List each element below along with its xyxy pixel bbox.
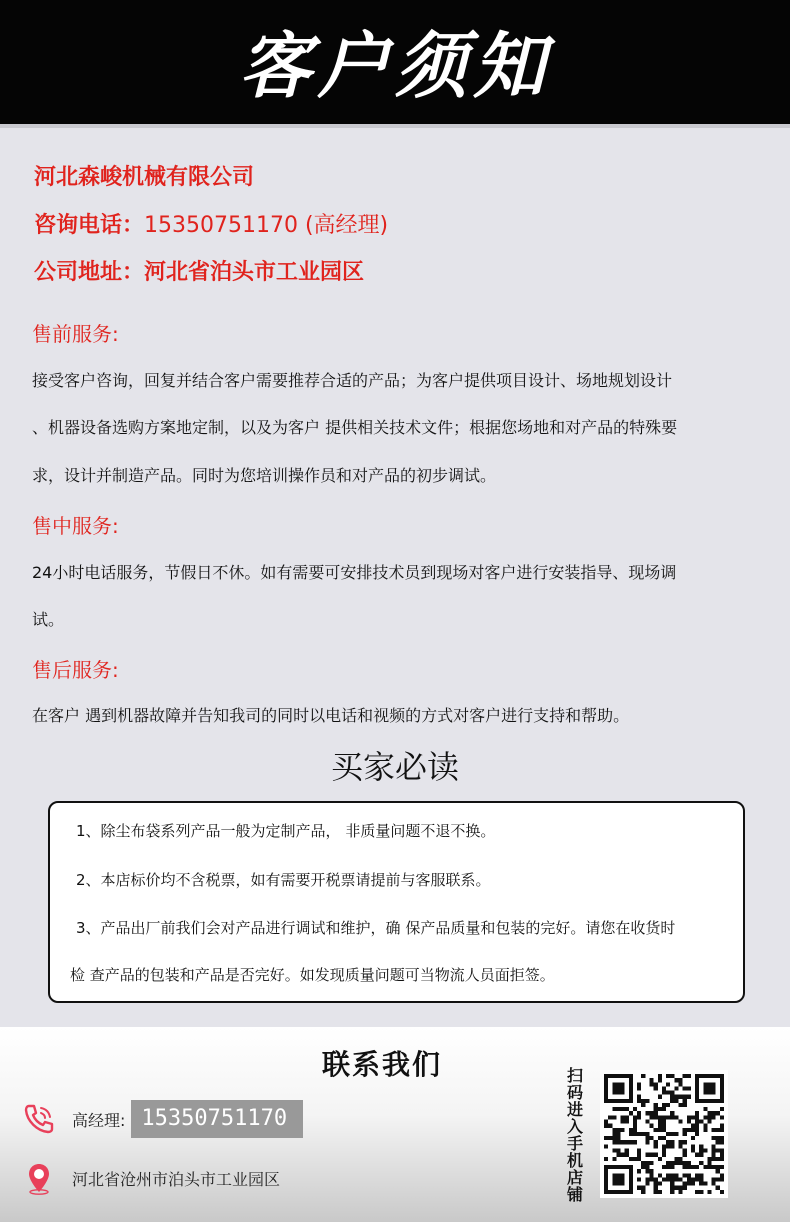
scan-char: 铺 — [566, 1185, 583, 1204]
notice-item: 2、本店标价均不含税票，如有需要开税票请提前与客服联系。 — [76, 871, 491, 889]
contact-phone-label: 高经理: — [72, 1110, 126, 1130]
company-name: 河北森峻机械有限公司 — [34, 165, 255, 190]
consult-phone-label: 咨询电话： — [34, 213, 145, 238]
contact-footer — [0, 1027, 790, 1222]
scan-char: 扫 — [566, 1066, 583, 1085]
phone-icon — [22, 1102, 56, 1136]
contact-phone-row — [22, 1100, 303, 1138]
scan-to-shop-text — [565, 1067, 585, 1203]
aftersale-heading: 售后服务: — [32, 658, 119, 682]
presale-line: 求，设计并制造产品。同时为您培训操作员和对产品的初步调试。 — [32, 466, 497, 485]
consult-phone-line — [34, 211, 388, 241]
header-banner — [0, 0, 790, 128]
scan-char: 机 — [566, 1151, 583, 1170]
buyer-notice-box — [48, 801, 745, 1003]
presale-line: 接受客户咨询，回复并结合客户需要推荐合适的产品；为客户提供项目设计、场地规划设计 — [32, 371, 673, 390]
scan-char: 进 — [566, 1100, 583, 1119]
aftersale-line: 在客户 遇到机器故障并告知我司的同时以电话和视频的方式对客户进行支持和帮助。 — [32, 706, 630, 725]
company-address-value: 河北省泊头市工业园区 — [144, 260, 365, 285]
notice-item: 3、产品出厂前我们会对产品进行调试和维护，确 保产品质量和包装的完好。请您在收货时 — [76, 919, 676, 937]
scan-char: 手 — [566, 1134, 583, 1153]
company-address-label: 公司地址： — [34, 260, 145, 285]
company-address-line — [34, 258, 364, 288]
scan-char: 店 — [566, 1168, 583, 1187]
contact-title: 联系我们 — [321, 1048, 442, 1081]
notice-item: 1、除尘布袋系列产品一般为定制产品， 非质量问题不退不换。 — [76, 822, 496, 840]
buyer-notice-title: 买家必读 — [330, 748, 459, 786]
contact-address: 河北省沧州市泊头市工业园区 — [72, 1169, 281, 1189]
page-title: 客户须知 — [238, 24, 551, 108]
notice-item: 检 查产品的包装和产品是否完好。如发现质量问题可当物流人员面拒签。 — [70, 966, 555, 984]
contact-address-row — [22, 1161, 280, 1195]
insale-line: 试。 — [32, 610, 65, 629]
contact-phone-value[interactable]: 15350751170 — [131, 1100, 303, 1138]
scan-char: 入 — [566, 1117, 583, 1136]
scan-char: 码 — [566, 1083, 583, 1102]
consult-phone-value: 15350751170 (高经理) — [144, 213, 389, 238]
location-pin-icon — [22, 1161, 56, 1195]
presale-line: 、机器设备选购方案地定制，以及为客户 提供相关技术文件；根据您场地和对产品的特殊要 — [32, 418, 678, 437]
insale-line: 24小时电话服务，节假日不休。如有需要可安排技术员到现场对客户进行安装指导、现场调 — [32, 563, 677, 582]
insale-heading: 售中服务: — [32, 514, 119, 538]
qr-code-icon[interactable] — [600, 1070, 728, 1198]
presale-heading: 售前服务: — [32, 322, 119, 346]
